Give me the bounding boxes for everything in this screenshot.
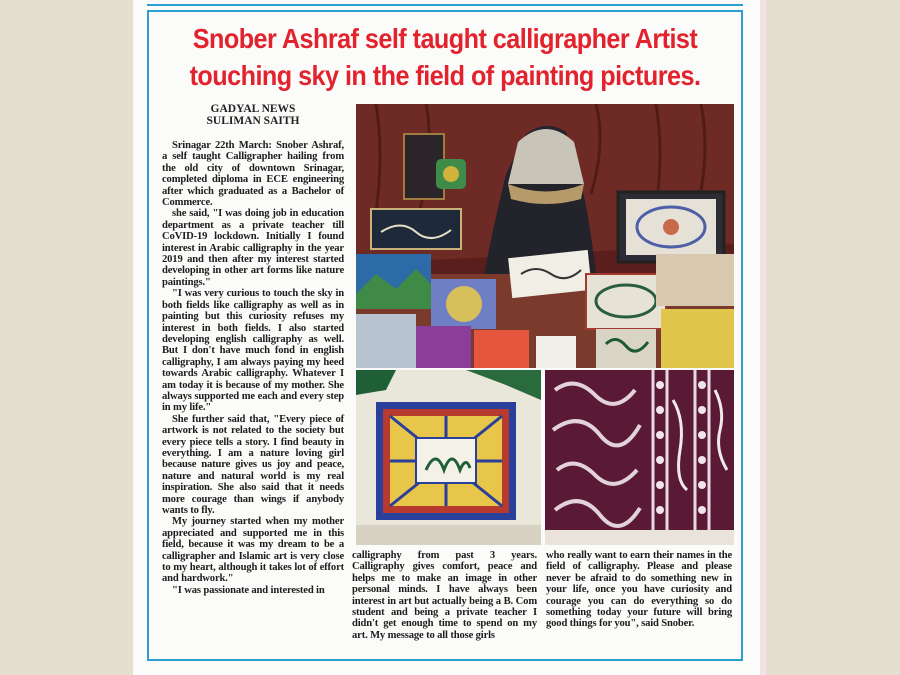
top-rule <box>147 4 743 6</box>
headline <box>180 20 711 94</box>
paragraph: She further said that, "Every piece of artwork is not related to the society but every piece tells a story. I find beauty in everything. I am a nature loving girl because nature gives us joy and peace, nature and natural world is my real inspiration. She also said that it needs more courage than wings if anybody wants to fly. <box>162 413 344 516</box>
page-edge <box>760 0 766 675</box>
paragraph: "I was very curious to touch the sky in both fields like calligraphy as well as in painting but this curiosity refuses my interest in both fields. I also started developing english calligraphy as well. But I don't have much fond in english calligraphy, I am always paying my heed towards Arabic calligraphy. Whatever I am today it is because of my mother. She always supported me each and every step in my life." <box>162 288 344 414</box>
paragraph: she said, "I was doing job in education department as a private teacher till CoVID-19 lockdown. Initially I found interest in Arabic calligraphy in the year 2019 and then after my interest started developing in other art forms like nature paintings." <box>162 208 344 288</box>
byline <box>160 103 346 127</box>
byline-author: SULIMAN SAITH <box>206 115 300 127</box>
calligraphy-panel-photo <box>545 370 734 545</box>
paragraph: Srinagar 22th March: Snober Ashraf, a self taught Calligrapher hailing from the old city of downtown Srinagar, completed diploma in ECE engineering after which graduated as a Bachelor of Commerce. <box>162 140 344 209</box>
headline-line-2: touching sky in the field of painting pictures. <box>189 60 701 91</box>
paragraph: "I was passionate and interested in <box>172 584 325 596</box>
paragraph: My journey started when my mother appreciated and supported me in this field, because it was my dream to be a calligrapher and Islamic art is very close to my heart, although it takes lot of effort and hardwork." <box>162 516 344 585</box>
allah-calligraphy-photo <box>356 370 541 545</box>
article-column-1 <box>162 140 344 596</box>
paragraph: who really want to earn their names in the field of calligraphy. Please and please never be afraid to do something new in your life, once you have curiosity and courage you can do everything so do something today your future will bring good things for you", said Snober. <box>546 550 732 630</box>
paragraph: calligraphy from past 3 years. Calligraphy gives comfort, peace and helps me to make an image in other personal minds. I have always been interest in art but actually being a B. Com student and being a private teacher I didn't get enough time to spend on my art. My message to all those girls <box>352 550 537 641</box>
byline-source: GADYAL NEWS <box>210 103 296 115</box>
article-column-2 <box>352 550 537 641</box>
headline-line-1: Snober Ashraf self taught calligrapher Artist <box>192 23 698 54</box>
article-column-3 <box>546 550 732 630</box>
artist-photo <box>356 104 734 368</box>
